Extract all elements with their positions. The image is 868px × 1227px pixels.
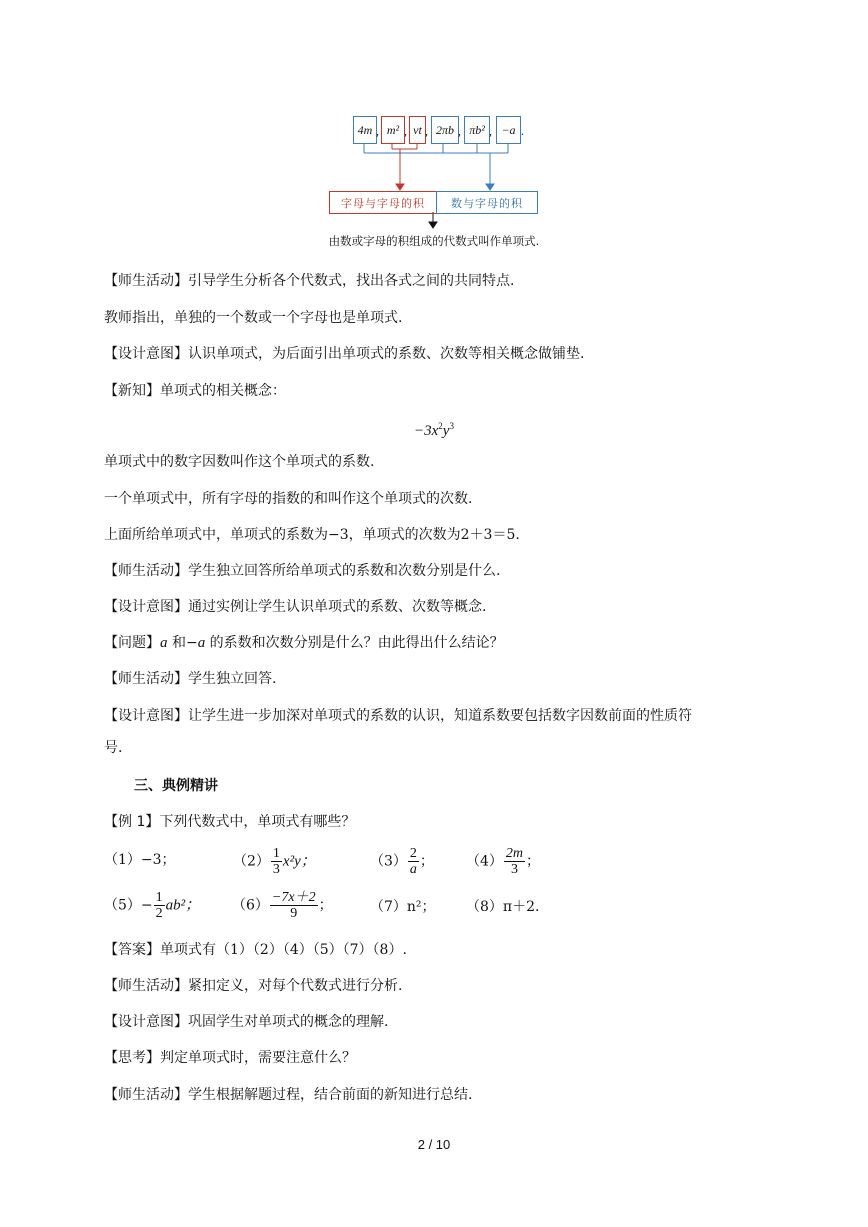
paragraph-activity-5: [104, 1085, 472, 1105]
fraction: [154, 890, 165, 921]
expr-neg-a: −a: [496, 116, 521, 144]
fraction: [504, 846, 525, 877]
expr-2pib: 2πb: [431, 116, 459, 144]
text: 单项式的相关概念：: [160, 383, 286, 399]
paragraph-think: [104, 1048, 356, 1068]
item-number: （2）: [233, 853, 270, 870]
numerator: −7x＋2: [271, 890, 316, 905]
item-number: （5）−: [104, 897, 153, 914]
text: 认识单项式，为后面引出单项式的系数、次数等相关概念做铺垫.: [188, 346, 585, 362]
tag: 【设计意图】: [104, 346, 188, 362]
paragraph-activity-1: [104, 271, 514, 291]
var-a: a: [160, 635, 168, 651]
paragraph-example-1: [104, 812, 355, 832]
paragraph-question: [104, 633, 504, 653]
text: 学生根据解题过程，结合前面的新知进行总结.: [188, 1087, 473, 1103]
paragraph-design-3: [104, 706, 692, 726]
paragraph-design-2: [104, 597, 486, 617]
paragraph-activity-3: [104, 669, 276, 689]
page-number: 2 / 10: [417, 1137, 451, 1152]
expr-end: .: [521, 124, 524, 138]
paragraph-design-3-cont: [104, 738, 122, 758]
example-item-2: [233, 846, 316, 877]
tag: 【师生活动】: [104, 978, 188, 994]
tag: 【师生活动】: [104, 273, 188, 289]
paragraph-design-1: [104, 344, 584, 364]
denominator: 3: [510, 862, 518, 877]
item-number: （3）: [370, 853, 407, 870]
text: 紧扣定义，对每个代数式进行分析.: [188, 978, 403, 994]
term: ；: [318, 897, 333, 914]
fraction: [271, 846, 282, 877]
example-item-1: （1）−3；: [104, 852, 176, 868]
tag: 【问题】: [104, 635, 160, 651]
var-a: a: [197, 635, 206, 651]
expr-separator: ,: [376, 124, 379, 138]
numerator: 2: [409, 846, 417, 861]
term: ；: [526, 853, 541, 870]
numerator: 1: [155, 890, 163, 905]
tag: 【新知】: [104, 383, 160, 399]
example-item-4: [466, 846, 540, 877]
fraction: [270, 890, 318, 921]
text: 教师指出，单独的一个数或一个字母也是单项式.: [104, 310, 403, 326]
paragraph-teacher-note: [104, 308, 402, 328]
text: 上面所给单项式中，单项式的系数为−3，单项式的次数为2＋3＝5.: [104, 527, 520, 543]
denominator: 2: [155, 906, 163, 921]
paragraph-answer: [104, 940, 407, 960]
formula-monomial: $-3x^2y^3$: [414, 421, 454, 439]
term: x²y；: [282, 853, 316, 870]
text: 号.: [104, 740, 123, 756]
text: 判定单项式时，需要注意什么？: [160, 1050, 356, 1066]
term: ab²；: [165, 897, 201, 914]
label-letter-product: 字母与字母的积: [329, 191, 437, 214]
denominator: a: [409, 862, 417, 877]
expr-separator: ,: [458, 124, 461, 138]
tag: 【师生活动】: [104, 1087, 188, 1103]
example-item-3: [370, 846, 434, 877]
tag: 【设计意图】: [104, 708, 188, 724]
text: 学生独立回答所给单项式的系数和次数分别是什么.: [188, 563, 501, 579]
paragraph-example-values: [104, 525, 520, 545]
expr-m-squared: m²: [381, 116, 405, 144]
expr-pib-squared: πb²: [464, 116, 490, 144]
tag: 【师生活动】: [104, 563, 188, 579]
example-item-7: （7）n²；: [370, 899, 436, 915]
expr-separator: ,: [404, 124, 407, 138]
text: 和−: [167, 635, 198, 651]
text: 让学生进一步加深对单项式的系数的认识，知道系数要包括数字因数前面的性质符: [188, 708, 692, 724]
paragraph-activity-4: [104, 976, 402, 996]
text: 单项式有（1）（2）（4）（5）（7）（8）.: [160, 942, 407, 958]
text: 下列代数式中，单项式有哪些？: [159, 814, 356, 830]
text: 一个单项式中，所有字母的指数的和叫作这个单项式的次数.: [104, 491, 473, 507]
example-item-5: [104, 890, 200, 921]
expr-separator: ,: [489, 124, 492, 138]
numerator: 1: [272, 846, 280, 861]
tag: 【思考】: [104, 1050, 160, 1066]
text: 学生独立回答.: [188, 671, 277, 687]
text: 单项式中的数字因数叫作这个单项式的系数.: [104, 454, 375, 470]
term: ；: [419, 853, 434, 870]
expr-4m: 4m: [353, 116, 377, 144]
section-heading: 三、典例精讲: [134, 778, 218, 794]
paragraph-activity-2: [104, 561, 500, 581]
expr-vt: vt: [409, 116, 426, 144]
tag: 【例 1】: [104, 814, 160, 830]
formula-part: y: [442, 423, 450, 439]
item-number: （4）: [466, 853, 503, 870]
label-number-letter-product: 数与字母的积: [436, 191, 538, 214]
tag: 【设计意图】: [104, 599, 188, 615]
numerator: 2m: [505, 846, 524, 861]
text: 巩固学生对单项式的概念的理解.: [188, 1014, 389, 1030]
fraction: [408, 846, 419, 877]
tag: 【答案】: [104, 942, 160, 958]
formula-part: −3x: [414, 423, 439, 439]
expr-separator: ,: [425, 124, 428, 138]
item-number: （6）: [232, 897, 269, 914]
example-item-6: [232, 890, 333, 921]
monomial-diagram: [300, 110, 580, 250]
diagram-caption: 由数或字母的积组成的代数式叫作单项式.: [328, 234, 540, 248]
denominator: 3: [272, 862, 280, 877]
tag: 【设计意图】: [104, 1014, 188, 1030]
text: 的系数和次数分别是什么？由此得出什么结论？: [205, 635, 504, 651]
text: 引导学生分析各个代数式，找出各式之间的共同特点.: [188, 273, 515, 289]
denominator: 9: [290, 906, 298, 921]
example-item-8: （8）π＋2.: [466, 899, 540, 915]
paragraph-design-4: [104, 1012, 388, 1032]
tag: 【师生活动】: [104, 671, 188, 687]
paragraph-degree-def: [104, 489, 472, 509]
text: 通过实例让学生认识单项式的系数、次数等概念.: [188, 599, 487, 615]
paragraph-coefficient-def: [104, 452, 374, 472]
paragraph-new-knowledge: [104, 381, 286, 401]
